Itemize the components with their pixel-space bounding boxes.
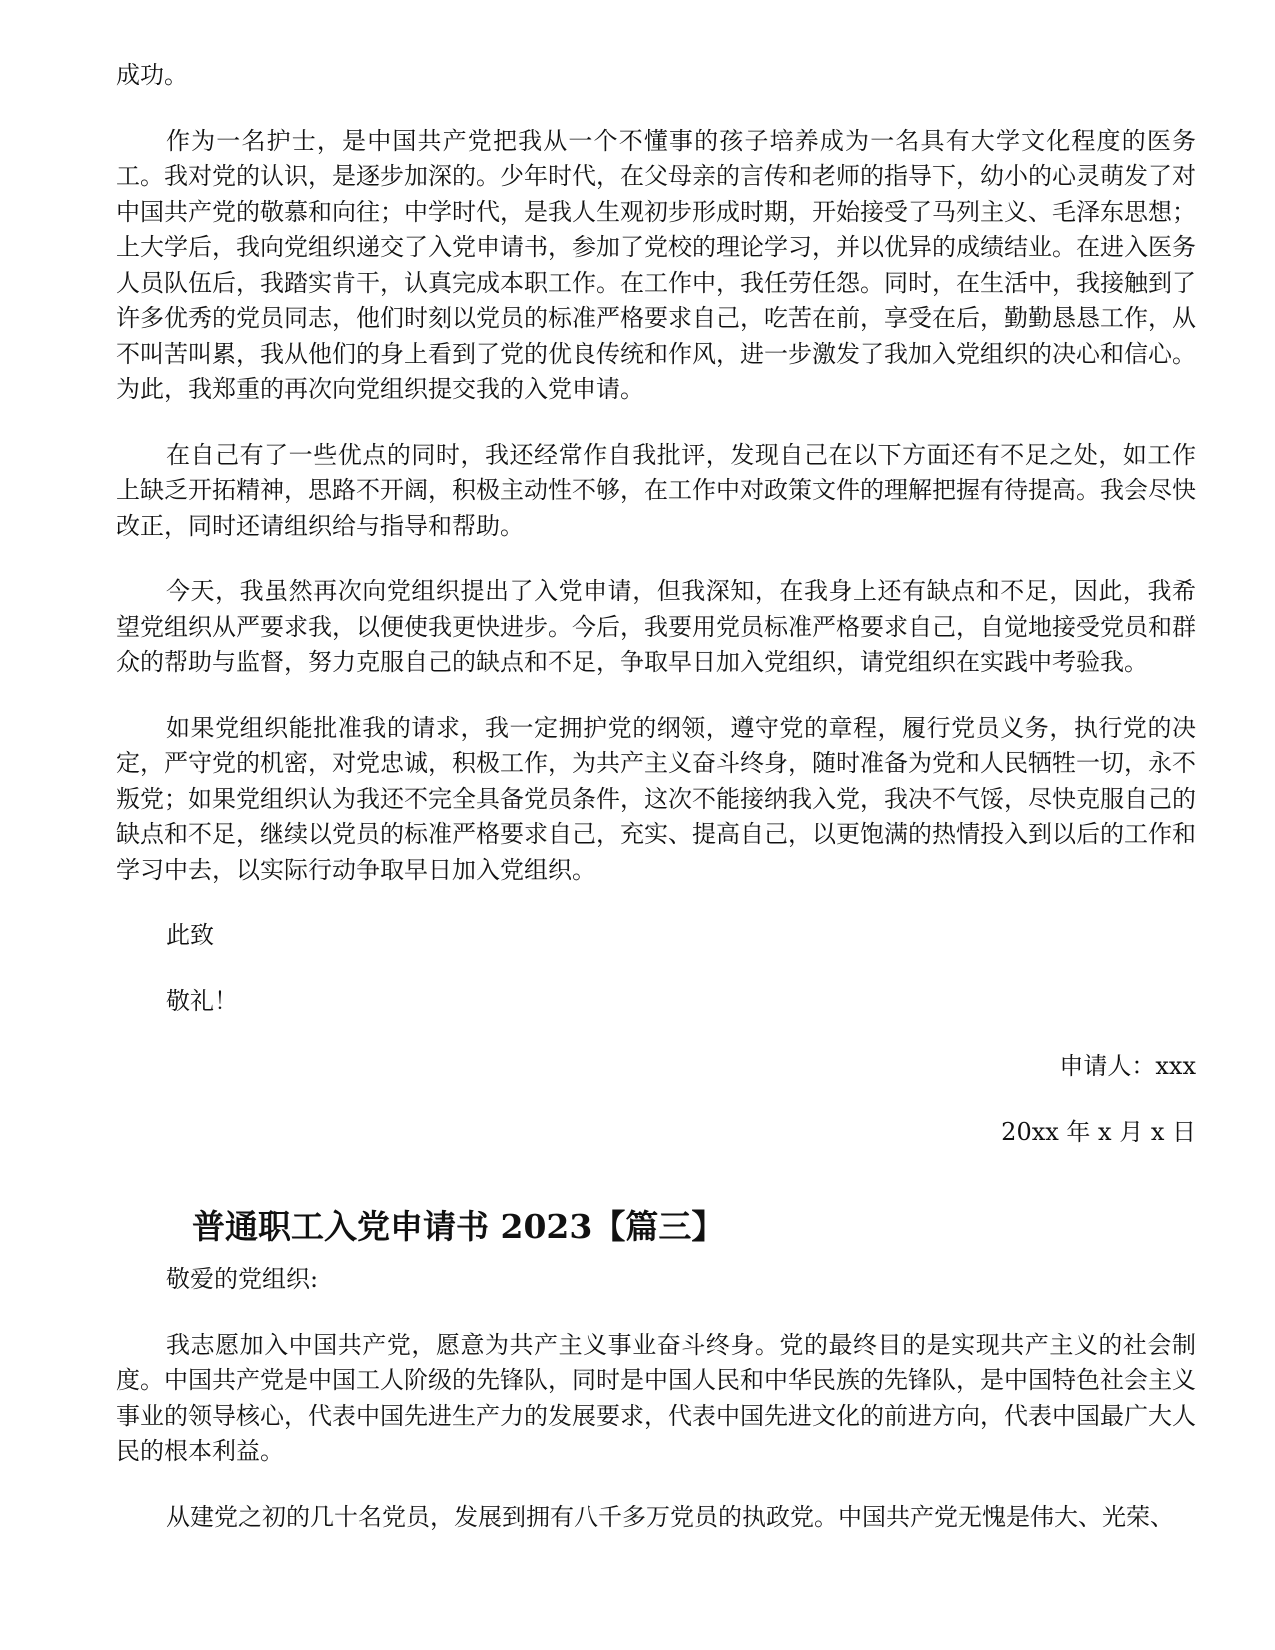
signature: 申请人：xxx — [1059, 1052, 1196, 1080]
date-line: 20xx 年 x 月 x 日 — [1001, 1117, 1196, 1146]
paragraph-party-history: 从建党之初的几十名党员，发展到拥有八千多万党员的执政党。中国共产党无愧是伟大、光荣、 — [166, 1502, 1174, 1531]
paragraph-request: 今天，我虽然再次向党组织提出了入党申请，但我深知，在我身上还有缺点和不足，因此，我希望党组织从严要求我，以便使我更快进步。今后，我要用党员标准严格要求自己，自觉地接受党员和群众的帮助与监督，努力克服自己的缺点和不足，争取早日加入党组织，请党组织在实践中考验我。 — [116, 577, 1196, 676]
section-heading: 普通职工入党申请书 2023【篇三】 — [192, 1207, 725, 1246]
closing-jingli: 敬礼！ — [166, 986, 238, 1015]
paragraph-volunteer: 我志愿加入中国共产党，愿意为共产主义事业奋斗终身。党的最终目的是实现共产主义的社会制度。中国共产党是中国工人阶级的先锋队，同时是中国人民和中华民族的先锋队，是中国特色社会主义事业的领导核心，代表中国先进生产力的发展要求，代表中国先进文化的前进方向，代表中国最广大人民的根本利益。 — [116, 1330, 1196, 1465]
paragraph-self-criticism: 在自己有了一些优点的同时，我还经常作自我批评，发现自己在以下方面还有不足之处，如工作上缺乏开拓精神，思路不开阔，积极主动性不够，在工作中对政策文件的理解把握有待提高。我会尽快改正，同时还请组织给与指导和帮助。 — [116, 440, 1196, 540]
salutation: 敬爱的党组织: — [166, 1265, 319, 1293]
document-page — [116, 0, 1196, 1535]
paragraph-nurse-experience: 作为一名护士，是中国共产党把我从一个不懂事的孩子培养成为一名具有大学文化程度的医务工。我对党的认识，是逐步加深的。少年时代，在父母亲的言传和老师的指导下，幼小的心灵萌发了对中国共产党的敬慕和向往；中学时代，是我人生观初步形成时期，开始接受了马列主义、毛泽东思想；上大学后，我向党组织递交了入党申请书，参加了党校的理论学习，并以优异的成绩结业。在进入医务人员队伍后，我踏实肯干，认真完成本职工作。在工作中，我任劳任怨。同时，在生活中，我接触到了许多优秀的党员同志，他们时刻以党员的标准严格要求自己，吃苦在前，享受在后，勤勤恳恳工作，从不叫苦叫累，我从他们的身上看到了党的优良传统和作风，进一步激发了我加入党组织的决心和信心。为此，我郑重的再次向党组织提交我的入党申请。 — [116, 126, 1196, 403]
paragraph-pledge: 如果党组织能批准我的请求，我一定拥护党的纲领，遵守党的章程，履行党员义务，执行党的决定，严守党的机密，对党忠诚，积极工作，为共产主义奋斗终身，随时准备为党和人民牺牲一切，永不叛党；如果党组织认为我还不完全具备党员条件，这次不能接纳我入党，我决不气馁，尽快克服自己的缺点和不足，继续以党员的标准严格要求自己，充实、提高自己，以更饱满的热情投入到以后的工作和学习中去，以实际行动争取早日加入党组织。 — [116, 713, 1196, 884]
closing-cizhi: 此致 — [166, 921, 214, 949]
paragraph-continued: 成功。 — [116, 61, 188, 89]
